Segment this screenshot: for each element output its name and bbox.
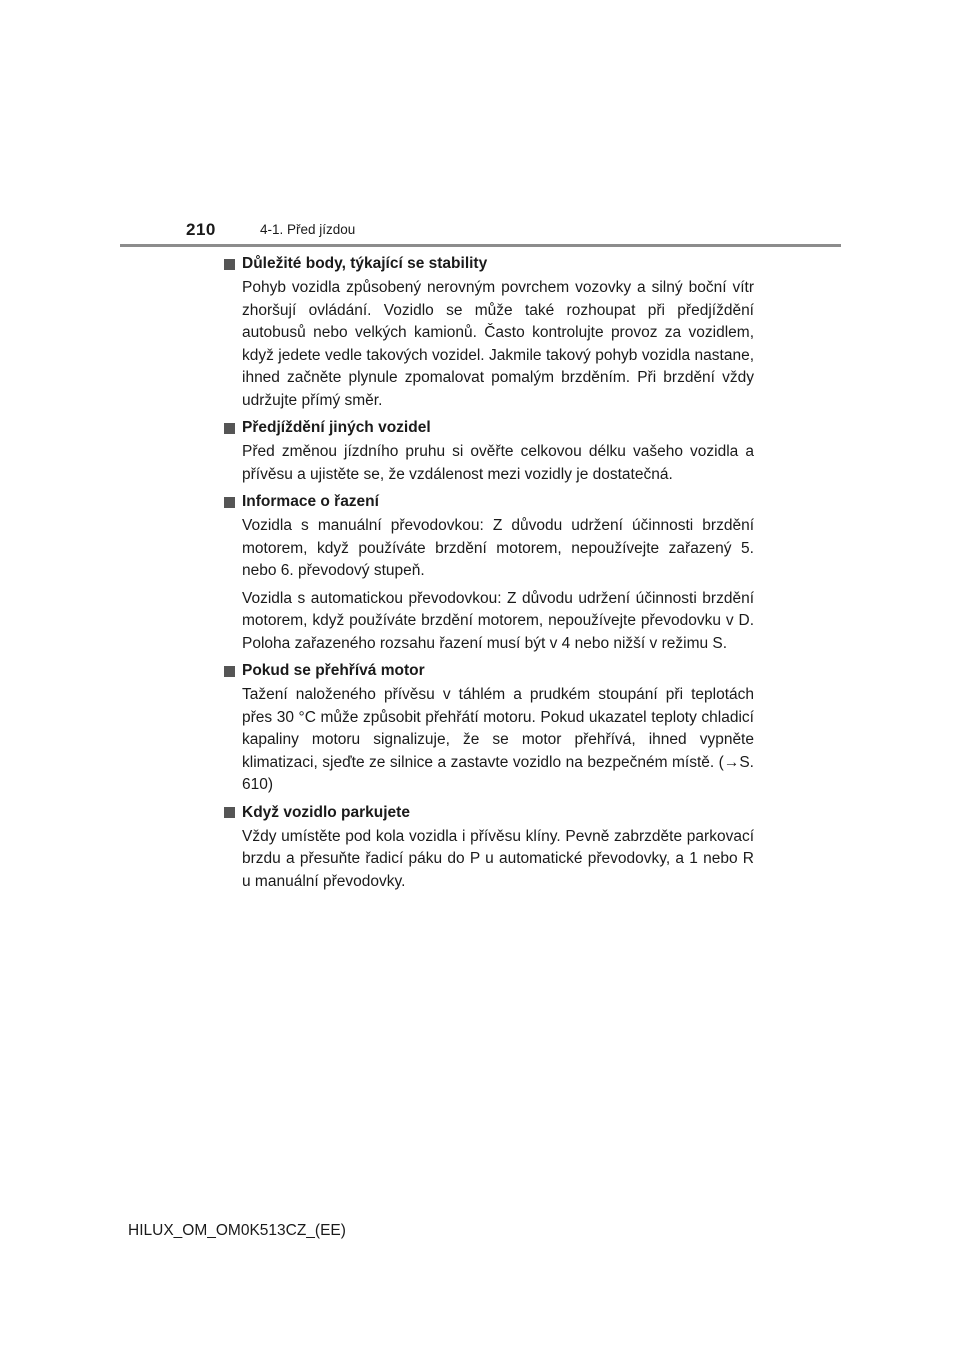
section-heading bbox=[224, 417, 754, 439]
section-paragraph: Před změnou jízdního pruhu si ověřte celkovou délku vašeho vozidla a přívěsu a ujistěte se, že vzdálenost mezi vozidly je dostatečná. bbox=[242, 443, 754, 483]
section-paragraph: Vždy umístěte pod kola vozidla i přívěsu klíny. Pevně zabrzděte parkovací brzdu a přesuňte řadicí páku do P u automatické převodovky, a 1 nebo R u manuální převodovky. bbox=[242, 827, 754, 890]
section-heading bbox=[224, 491, 754, 513]
square-bullet-icon bbox=[224, 807, 235, 818]
section-heading-text: Pokud se přehřívá motor bbox=[242, 662, 425, 679]
section-heading-text: Informace o řazení bbox=[242, 493, 379, 510]
section-heading-text: Když vozidlo parkujete bbox=[242, 803, 410, 821]
document-code: HILUX_OM_OM0K513CZ_(EE) bbox=[128, 1222, 346, 1239]
section-heading-text: Předjíždění jiných vozidel bbox=[242, 419, 431, 436]
section-paragraph: Vozidla s manuální převodovkou: Z důvodu udržení účinnosti brzdění motorem, když používáte brzdění motorem, nepoužívejte zařazený 5. nebo 6. převodový stupeň. bbox=[242, 517, 754, 579]
section-paragraph: Vozidla s automatickou převodovkou: Z důvodu udržení účinnosti brzdění motorem, když používáte brzdění motorem, nepoužívejte převodovku v D. Poloha zařazeného rozsahu řazení musí být v 4 nebo nižší v režimu S. bbox=[242, 589, 754, 652]
square-bullet-icon bbox=[224, 423, 235, 434]
section-heading bbox=[224, 253, 754, 275]
header-divider bbox=[120, 244, 841, 247]
section-heading bbox=[224, 802, 754, 824]
page-content bbox=[224, 253, 754, 893]
section-heading-text: Důležité body, týkající se stability bbox=[242, 255, 488, 272]
square-bullet-icon bbox=[224, 259, 235, 270]
section-shifting bbox=[224, 491, 754, 655]
section-parking bbox=[224, 802, 754, 894]
square-bullet-icon bbox=[224, 666, 235, 677]
section-overheating bbox=[224, 660, 754, 797]
section-paragraph: Pohyb vozidla způsobený nerovným povrchem vozovky a silný boční vítr zhoršují ovládání. Vozidlo se může také rozhoupat při předjíždění autobusů nebo velkých kamionů. Často kontrolujte provoz za vozidlem, když jedete vedle takových vozidel. Jakmile takový pohyb vozidla nastane, ihned začněte plynule zpomalovat pomalým brzděním. Při brzdění vždy udržujte přímý směr. bbox=[242, 279, 754, 409]
section-paragraph: Tažení naloženého přívěsu v táhlém a prudkém stoupání při teplotách přes 30 °C může způsobit přehřátí motoru. Pokud ukazatel teploty chladicí kapaliny motoru signalizuje, že se motor přehřívá, ihned vypněte klimatizaci, sjeďte ze silnice a zastavte vozidlo na bezpečném místě. (→S. 610) bbox=[242, 686, 754, 793]
square-bullet-icon bbox=[224, 497, 235, 508]
page-number: 210 bbox=[186, 220, 216, 239]
section-overtaking bbox=[224, 417, 754, 486]
section-stability bbox=[224, 253, 754, 412]
section-heading bbox=[224, 660, 754, 682]
section-title: 4-1. Před jízdou bbox=[260, 222, 356, 237]
